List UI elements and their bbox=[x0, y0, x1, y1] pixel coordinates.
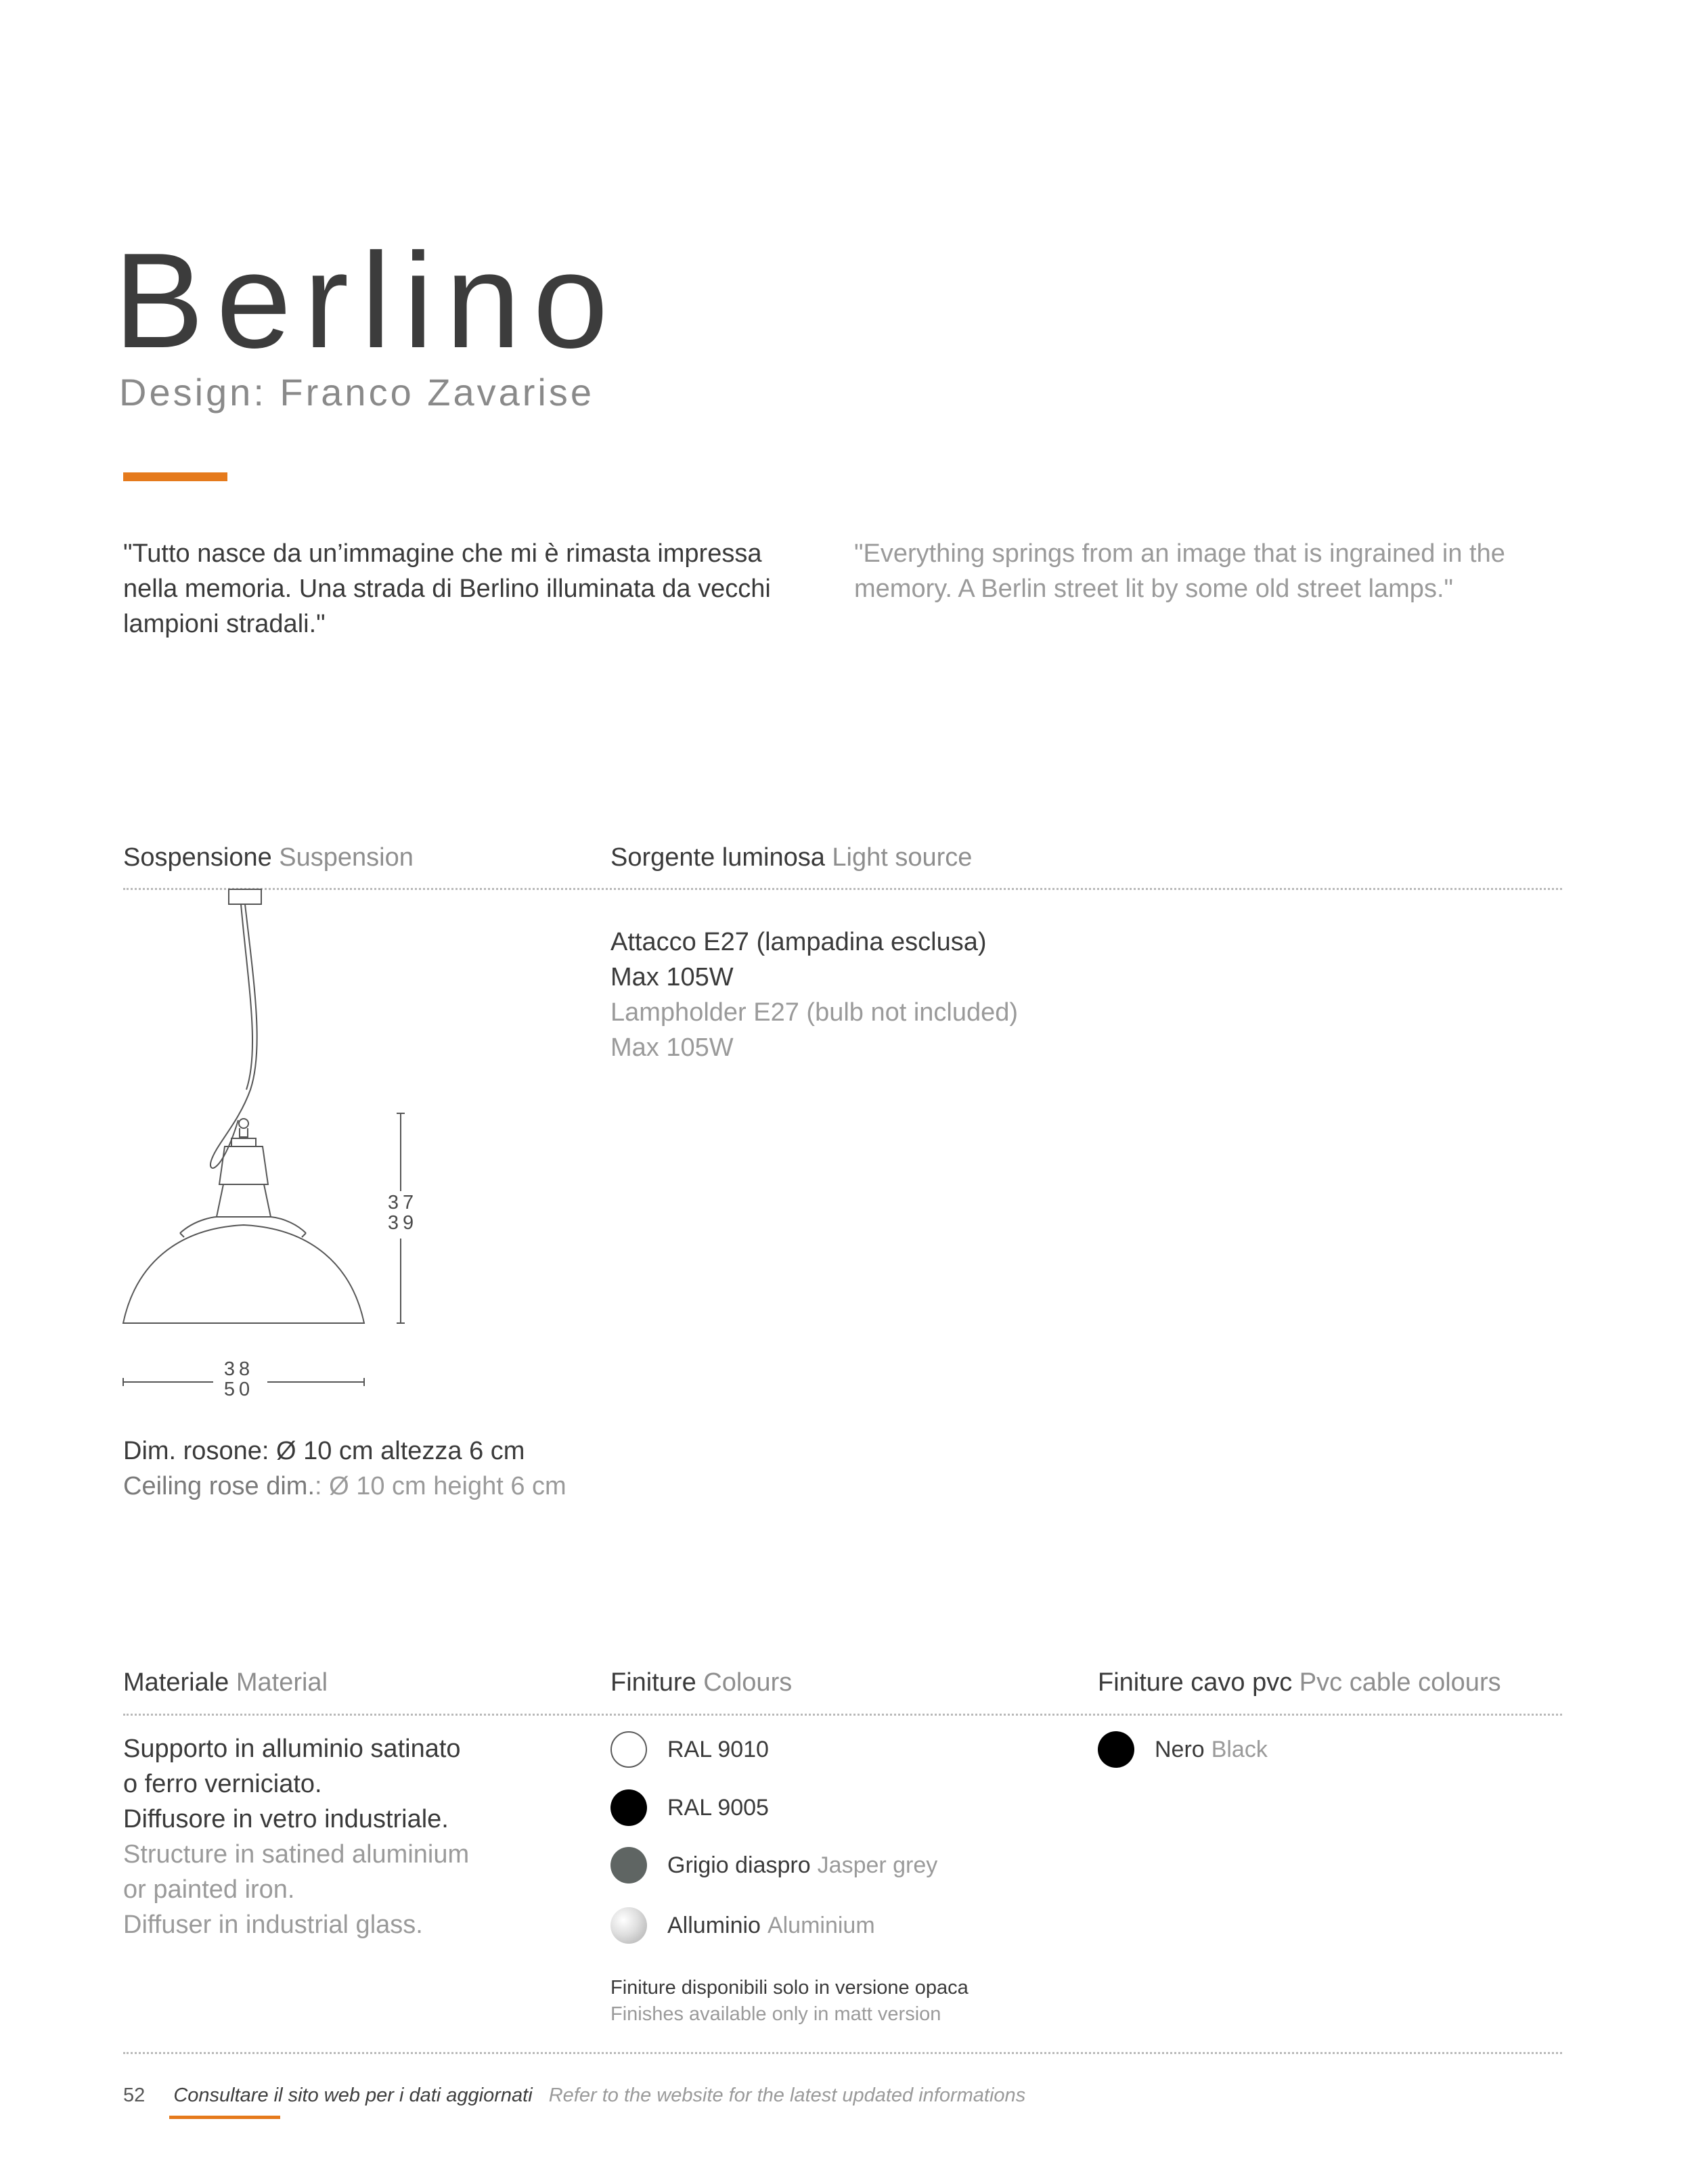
finishes-note-en: Finishes available only in matt version bbox=[610, 2003, 941, 2025]
lamp-outline bbox=[123, 889, 364, 1323]
ceiling-rose-label-it: Dim. rosone bbox=[123, 1437, 262, 1465]
finish-item bbox=[610, 1789, 769, 1827]
material-it-2: o ferro verniciato. bbox=[123, 1770, 322, 1798]
section-divider-middle bbox=[123, 1714, 1562, 1716]
finish-name-it: RAL 9010 bbox=[667, 1736, 769, 1762]
quote-english: "Everything springs from an image that is ingrained in the memory. A Berlin street lit by some old street lamps." bbox=[854, 539, 1505, 603]
width-value-1: 38 bbox=[223, 1358, 254, 1380]
finish-name-it: RAL 9005 bbox=[667, 1794, 769, 1821]
finishes-note-it: Finiture disponibili solo in versione opaca bbox=[610, 1977, 969, 1999]
footer-accent-bar bbox=[169, 2116, 280, 2119]
cable-colour-item bbox=[1098, 1731, 1268, 1768]
finishes-heading-en: Colours bbox=[703, 1668, 793, 1697]
light-source-heading bbox=[610, 845, 972, 870]
light-source-it-1: Attacco E27 (lampadina esclusa) bbox=[610, 928, 987, 956]
light-source-details bbox=[610, 924, 1018, 1065]
material-it-1: Supporto in alluminio satinato bbox=[123, 1735, 461, 1763]
quote-italian: "Tutto nasce da un’immagine che mi è rimasta impressa nella memoria. Una strada di Berlino illuminata da vecchi lampioni stradali." bbox=[123, 539, 771, 638]
light-source-it-2: Max 105W bbox=[610, 963, 734, 991]
designer-subtitle: Design: Franco Zavarise bbox=[119, 371, 595, 414]
height-value-2: 39 bbox=[387, 1212, 418, 1234]
cable-colour-en: Black bbox=[1211, 1736, 1268, 1762]
accent-divider bbox=[123, 472, 227, 481]
finishes-heading bbox=[610, 1670, 792, 1695]
height-values bbox=[386, 1193, 420, 1233]
lamp-technical-drawing bbox=[115, 887, 413, 1414]
finishes-heading-it: Finiture bbox=[610, 1668, 696, 1697]
material-details bbox=[123, 1731, 469, 1942]
height-value-1: 37 bbox=[387, 1192, 418, 1213]
ceiling-rose-en bbox=[123, 1469, 566, 1504]
finish-item bbox=[610, 1846, 937, 1884]
cable-heading bbox=[1098, 1670, 1501, 1695]
swatch-aluminium bbox=[610, 1907, 647, 1944]
swatch-black bbox=[1098, 1731, 1134, 1768]
section-divider-bottom bbox=[123, 2052, 1562, 2054]
footer-text-it: Consultare il sito web per i dati aggiornati bbox=[173, 2085, 533, 2106]
finishes-note bbox=[610, 1975, 969, 2028]
finish-item bbox=[610, 1907, 875, 1944]
cable-heading-it: Finiture cavo pvc bbox=[1098, 1668, 1293, 1697]
material-en-1: Structure in satined aluminium bbox=[123, 1840, 470, 1869]
material-heading-it: Materiale bbox=[123, 1668, 229, 1697]
material-en-3: Diffuser in industrial glass. bbox=[123, 1911, 423, 1939]
material-heading bbox=[123, 1670, 328, 1695]
swatch-grey bbox=[610, 1847, 647, 1884]
light-source-en-2: Max 105W bbox=[610, 1033, 734, 1062]
light-source-heading-it: Sorgente luminosa bbox=[610, 843, 825, 872]
light-source-heading-en: Light source bbox=[832, 843, 973, 872]
cable-colour-it: Nero bbox=[1155, 1736, 1205, 1762]
footer-text-en: Refer to the website for the latest updated informations bbox=[548, 2085, 1026, 2106]
light-source-en-1: Lampholder E27 (bulb not included) bbox=[610, 998, 1019, 1027]
cable-heading-en: Pvc cable colours bbox=[1299, 1668, 1501, 1697]
finish-name-en: Jasper grey bbox=[817, 1852, 938, 1878]
ceiling-rose-label-en: Ceiling rose dim. bbox=[123, 1472, 315, 1500]
finish-name-it: Alluminio bbox=[667, 1912, 761, 1938]
page-number: 52 bbox=[123, 2085, 146, 2106]
page-title: Berlino bbox=[114, 225, 621, 376]
finish-name-en: Aluminium bbox=[767, 1912, 875, 1938]
swatch-white bbox=[610, 1731, 647, 1768]
footer bbox=[123, 2085, 1025, 2107]
finish-item bbox=[610, 1731, 769, 1768]
ceiling-rose-value-it: : Ø 10 cm altezza 6 cm bbox=[261, 1437, 525, 1465]
finish-name-it: Grigio diaspro bbox=[667, 1852, 811, 1878]
suspension-heading bbox=[123, 845, 414, 870]
material-heading-en: Material bbox=[236, 1668, 328, 1697]
width-value-2: 50 bbox=[223, 1379, 254, 1400]
material-it-3: Diffusore in vetro industriale. bbox=[123, 1805, 449, 1833]
ceiling-rose-it bbox=[123, 1433, 566, 1469]
swatch-black bbox=[610, 1789, 647, 1826]
ceiling-rose-value-en: : Ø 10 cm height 6 cm bbox=[315, 1472, 566, 1500]
suspension-heading-it: Sospensione bbox=[123, 843, 272, 872]
suspension-heading-en: Suspension bbox=[279, 843, 414, 872]
width-values bbox=[222, 1359, 256, 1400]
material-en-2: or painted iron. bbox=[123, 1875, 295, 1904]
ceiling-rose-dimensions bbox=[123, 1433, 566, 1504]
